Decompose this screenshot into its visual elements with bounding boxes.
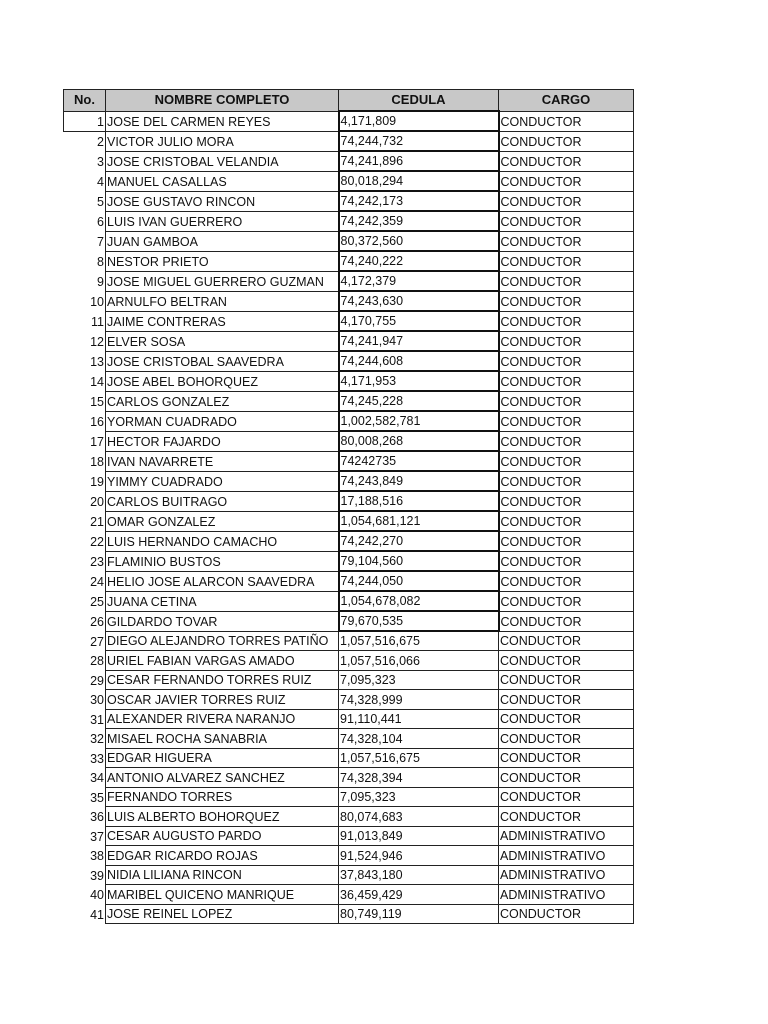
cedula-cell: 74,243,630 xyxy=(339,291,499,311)
table-row xyxy=(64,551,634,571)
table-row xyxy=(64,865,634,885)
cargo-cell: CONDUCTOR xyxy=(499,904,634,924)
name-cell: LUIS HERNANDO CAMACHO xyxy=(106,531,339,551)
cedula-cell: 80,008,268 xyxy=(339,431,499,451)
name-cell: OMAR GONZALEZ xyxy=(106,511,339,531)
table-row xyxy=(64,846,634,866)
row-number-cell: 17 xyxy=(64,431,106,451)
name-cell: CARLOS GONZALEZ xyxy=(106,391,339,411)
row-number-cell: 35 xyxy=(64,787,106,807)
name-cell: MARIBEL QUICENO MANRIQUE xyxy=(106,885,339,905)
name-cell: YIMMY CUADRADO xyxy=(106,471,339,491)
cedula-cell: 80,074,683 xyxy=(339,807,499,827)
cargo-cell: CONDUCTOR xyxy=(499,251,634,271)
cedula-cell: 74,242,173 xyxy=(339,191,499,211)
cargo-cell: CONDUCTOR xyxy=(499,431,634,451)
header-cedula: CEDULA xyxy=(339,90,499,112)
row-number-cell: 7 xyxy=(64,231,106,251)
cargo-cell: CONDUCTOR xyxy=(499,631,634,651)
table-row xyxy=(64,451,634,471)
name-cell: NIDIA LILIANA RINCON xyxy=(106,865,339,885)
cargo-cell: CONDUCTOR xyxy=(499,311,634,331)
cedula-cell: 74,328,104 xyxy=(339,729,499,749)
name-cell: LUIS ALBERTO BOHORQUEZ xyxy=(106,807,339,827)
cedula-cell: 79,670,535 xyxy=(339,611,499,631)
table-row xyxy=(64,670,634,690)
row-number-cell: 25 xyxy=(64,591,106,611)
name-cell: HELIO JOSE ALARCON SAAVEDRA xyxy=(106,571,339,591)
table-row xyxy=(64,211,634,231)
name-cell: JOSE GUSTAVO RINCON xyxy=(106,191,339,211)
employee-table xyxy=(63,89,634,924)
name-cell: GILDARDO TOVAR xyxy=(106,611,339,631)
table-row xyxy=(64,411,634,431)
cargo-cell: CONDUCTOR xyxy=(499,551,634,571)
cargo-cell: CONDUCTOR xyxy=(499,571,634,591)
cedula-cell: 74,241,896 xyxy=(339,151,499,171)
table-row xyxy=(64,231,634,251)
table-row xyxy=(64,591,634,611)
cargo-cell: CONDUCTOR xyxy=(499,807,634,827)
header-cargo: CARGO xyxy=(499,90,634,112)
cedula-cell: 74,242,270 xyxy=(339,531,499,551)
cargo-cell: CONDUCTOR xyxy=(499,291,634,311)
table-row xyxy=(64,807,634,827)
cedula-cell: 80,018,294 xyxy=(339,171,499,191)
name-cell: ALEXANDER RIVERA NARANJO xyxy=(106,709,339,729)
row-number-cell: 31 xyxy=(64,709,106,729)
row-number-cell: 23 xyxy=(64,551,106,571)
cedula-cell: 74,243,849 xyxy=(339,471,499,491)
name-cell: EDGAR RICARDO ROJAS xyxy=(106,846,339,866)
table-row xyxy=(64,131,634,151)
table-row xyxy=(64,768,634,788)
name-cell: FLAMINIO BUSTOS xyxy=(106,551,339,571)
table-row xyxy=(64,331,634,351)
name-cell: ANTONIO ALVAREZ SANCHEZ xyxy=(106,768,339,788)
name-cell: HECTOR FAJARDO xyxy=(106,431,339,451)
cedula-cell: 17,188,516 xyxy=(339,491,499,511)
table-row xyxy=(64,826,634,846)
name-cell: MISAEL ROCHA SANABRIA xyxy=(106,729,339,749)
row-number-cell: 11 xyxy=(64,311,106,331)
name-cell: MANUEL CASALLAS xyxy=(106,171,339,191)
cedula-cell: 80,372,560 xyxy=(339,231,499,251)
table-row xyxy=(64,391,634,411)
row-number-cell: 20 xyxy=(64,491,106,511)
cedula-cell: 74,244,608 xyxy=(339,351,499,371)
table-row xyxy=(64,251,634,271)
name-cell: CARLOS BUITRAGO xyxy=(106,491,339,511)
name-cell: ARNULFO BELTRAN xyxy=(106,291,339,311)
name-cell: CESAR FERNANDO TORRES RUIZ xyxy=(106,670,339,690)
cargo-cell: CONDUCTOR xyxy=(499,151,634,171)
cedula-cell: 74,242,359 xyxy=(339,211,499,231)
row-number-cell: 27 xyxy=(64,631,106,651)
cargo-cell: ADMINISTRATIVO xyxy=(499,885,634,905)
cargo-cell: CONDUCTOR xyxy=(499,231,634,251)
row-number-cell: 37 xyxy=(64,826,106,846)
cargo-cell: CONDUCTOR xyxy=(499,371,634,391)
cargo-cell: CONDUCTOR xyxy=(499,271,634,291)
cedula-cell: 7,095,323 xyxy=(339,670,499,690)
table-row xyxy=(64,351,634,371)
row-number-cell: 2 xyxy=(64,131,106,151)
cargo-cell: CONDUCTOR xyxy=(499,690,634,710)
cargo-cell: CONDUCTOR xyxy=(499,729,634,749)
cedula-cell: 1,054,678,082 xyxy=(339,591,499,611)
name-cell: JOSE CRISTOBAL VELANDIA xyxy=(106,151,339,171)
table-row xyxy=(64,729,634,749)
row-number-cell: 26 xyxy=(64,611,106,631)
table-row xyxy=(64,291,634,311)
row-number-cell: 13 xyxy=(64,351,106,371)
cedula-cell: 74,241,947 xyxy=(339,331,499,351)
name-cell: FERNANDO TORRES xyxy=(106,787,339,807)
row-number-cell: 5 xyxy=(64,191,106,211)
cedula-cell: 1,002,582,781 xyxy=(339,411,499,431)
name-cell: ELVER SOSA xyxy=(106,331,339,351)
cargo-cell: CONDUCTOR xyxy=(499,709,634,729)
cedula-cell: 4,171,809 xyxy=(339,111,499,131)
cargo-cell: CONDUCTOR xyxy=(499,191,634,211)
cargo-cell: CONDUCTOR xyxy=(499,670,634,690)
table-row xyxy=(64,191,634,211)
name-cell: DIEGO ALEJANDRO TORRES PATIÑO xyxy=(106,631,339,651)
row-number-cell: 6 xyxy=(64,211,106,231)
cargo-cell: CONDUCTOR xyxy=(499,651,634,671)
cedula-cell: 74,328,394 xyxy=(339,768,499,788)
cargo-cell: CONDUCTOR xyxy=(499,131,634,151)
cargo-cell: CONDUCTOR xyxy=(499,491,634,511)
row-number-cell: 14 xyxy=(64,371,106,391)
cargo-cell: CONDUCTOR xyxy=(499,748,634,768)
cargo-cell: CONDUCTOR xyxy=(499,591,634,611)
row-number-cell: 40 xyxy=(64,885,106,905)
row-number-cell: 30 xyxy=(64,690,106,710)
row-number-cell: 1 xyxy=(64,111,106,131)
table-row xyxy=(64,531,634,551)
row-number-cell: 12 xyxy=(64,331,106,351)
table-row xyxy=(64,709,634,729)
cargo-cell: CONDUCTOR xyxy=(499,411,634,431)
name-cell: VICTOR JULIO MORA xyxy=(106,131,339,151)
row-number-cell: 9 xyxy=(64,271,106,291)
name-cell: JOSE MIGUEL GUERRERO GUZMAN xyxy=(106,271,339,291)
name-cell: IVAN NAVARRETE xyxy=(106,451,339,471)
cedula-cell: 37,843,180 xyxy=(339,865,499,885)
name-cell: LUIS IVAN GUERRERO xyxy=(106,211,339,231)
row-number-cell: 33 xyxy=(64,748,106,768)
cedula-cell: 1,054,681,121 xyxy=(339,511,499,531)
cedula-cell: 4,171,953 xyxy=(339,371,499,391)
name-cell: JUAN GAMBOA xyxy=(106,231,339,251)
cargo-cell: CONDUCTOR xyxy=(499,451,634,471)
cedula-cell: 1,057,516,675 xyxy=(339,631,499,651)
cedula-cell: 79,104,560 xyxy=(339,551,499,571)
row-number-cell: 15 xyxy=(64,391,106,411)
table-row xyxy=(64,271,634,291)
name-cell: JOSE ABEL BOHORQUEZ xyxy=(106,371,339,391)
cedula-cell: 74,244,050 xyxy=(339,571,499,591)
row-number-cell: 29 xyxy=(64,670,106,690)
name-cell: JAIME CONTRERAS xyxy=(106,311,339,331)
cedula-cell: 4,170,755 xyxy=(339,311,499,331)
row-number-cell: 8 xyxy=(64,251,106,271)
cargo-cell: CONDUCTOR xyxy=(499,511,634,531)
table-row xyxy=(64,904,634,924)
cedula-cell: 74,244,732 xyxy=(339,131,499,151)
table-row xyxy=(64,631,634,651)
table-row xyxy=(64,571,634,591)
table-row xyxy=(64,471,634,491)
table-row xyxy=(64,371,634,391)
row-number-cell: 41 xyxy=(64,904,106,924)
table-row xyxy=(64,431,634,451)
row-number-cell: 16 xyxy=(64,411,106,431)
table-row xyxy=(64,690,634,710)
cargo-cell: ADMINISTRATIVO xyxy=(499,846,634,866)
cargo-cell: CONDUCTOR xyxy=(499,211,634,231)
name-cell: YORMAN CUADRADO xyxy=(106,411,339,431)
cargo-cell: CONDUCTOR xyxy=(499,471,634,491)
row-number-cell: 21 xyxy=(64,511,106,531)
cargo-cell: CONDUCTOR xyxy=(499,768,634,788)
row-number-cell: 39 xyxy=(64,865,106,885)
name-cell: JOSE CRISTOBAL SAAVEDRA xyxy=(106,351,339,371)
cargo-cell: CONDUCTOR xyxy=(499,351,634,371)
row-number-cell: 19 xyxy=(64,471,106,491)
cedula-cell: 74,328,999 xyxy=(339,690,499,710)
table-row xyxy=(64,311,634,331)
cedula-cell: 1,057,516,066 xyxy=(339,651,499,671)
table-row xyxy=(64,111,634,131)
table-row xyxy=(64,171,634,191)
cargo-cell: CONDUCTOR xyxy=(499,111,634,131)
table-row xyxy=(64,651,634,671)
cedula-cell: 1,057,516,675 xyxy=(339,748,499,768)
cargo-cell: CONDUCTOR xyxy=(499,391,634,411)
name-cell: NESTOR PRIETO xyxy=(106,251,339,271)
row-number-cell: 38 xyxy=(64,846,106,866)
cedula-cell: 4,172,379 xyxy=(339,271,499,291)
name-cell: JOSE DEL CARMEN REYES xyxy=(106,111,339,131)
name-cell: JUANA CETINA xyxy=(106,591,339,611)
cedula-cell: 74,240,222 xyxy=(339,251,499,271)
table-row xyxy=(64,885,634,905)
header-no: No. xyxy=(64,90,106,112)
row-number-cell: 36 xyxy=(64,807,106,827)
name-cell: EDGAR HIGUERA xyxy=(106,748,339,768)
row-number-cell: 28 xyxy=(64,651,106,671)
cedula-cell: 80,749,119 xyxy=(339,904,499,924)
cargo-cell: ADMINISTRATIVO xyxy=(499,865,634,885)
row-number-cell: 32 xyxy=(64,729,106,749)
cedula-cell: 36,459,429 xyxy=(339,885,499,905)
table-row xyxy=(64,151,634,171)
cargo-cell: ADMINISTRATIVO xyxy=(499,826,634,846)
cargo-cell: CONDUCTOR xyxy=(499,611,634,631)
cargo-cell: CONDUCTOR xyxy=(499,331,634,351)
cargo-cell: CONDUCTOR xyxy=(499,171,634,191)
table-row xyxy=(64,748,634,768)
cedula-cell: 74242735 xyxy=(339,451,499,471)
row-number-cell: 34 xyxy=(64,768,106,788)
cedula-cell: 91,013,849 xyxy=(339,826,499,846)
cedula-cell: 91,110,441 xyxy=(339,709,499,729)
name-cell: OSCAR JAVIER TORRES RUIZ xyxy=(106,690,339,710)
header-name: NOMBRE COMPLETO xyxy=(106,90,339,112)
row-number-cell: 4 xyxy=(64,171,106,191)
row-number-cell: 18 xyxy=(64,451,106,471)
row-number-cell: 22 xyxy=(64,531,106,551)
header-row xyxy=(64,90,634,112)
table-row xyxy=(64,491,634,511)
cedula-cell: 7,095,323 xyxy=(339,787,499,807)
cedula-cell: 74,245,228 xyxy=(339,391,499,411)
table-row xyxy=(64,511,634,531)
cargo-cell: CONDUCTOR xyxy=(499,531,634,551)
cedula-cell: 91,524,946 xyxy=(339,846,499,866)
name-cell: URIEL FABIAN VARGAS AMADO xyxy=(106,651,339,671)
row-number-cell: 24 xyxy=(64,571,106,591)
row-number-cell: 10 xyxy=(64,291,106,311)
name-cell: JOSE REINEL LOPEZ xyxy=(106,904,339,924)
table-row xyxy=(64,787,634,807)
row-number-cell: 3 xyxy=(64,151,106,171)
table-row xyxy=(64,611,634,631)
name-cell: CESAR AUGUSTO PARDO xyxy=(106,826,339,846)
cargo-cell: CONDUCTOR xyxy=(499,787,634,807)
